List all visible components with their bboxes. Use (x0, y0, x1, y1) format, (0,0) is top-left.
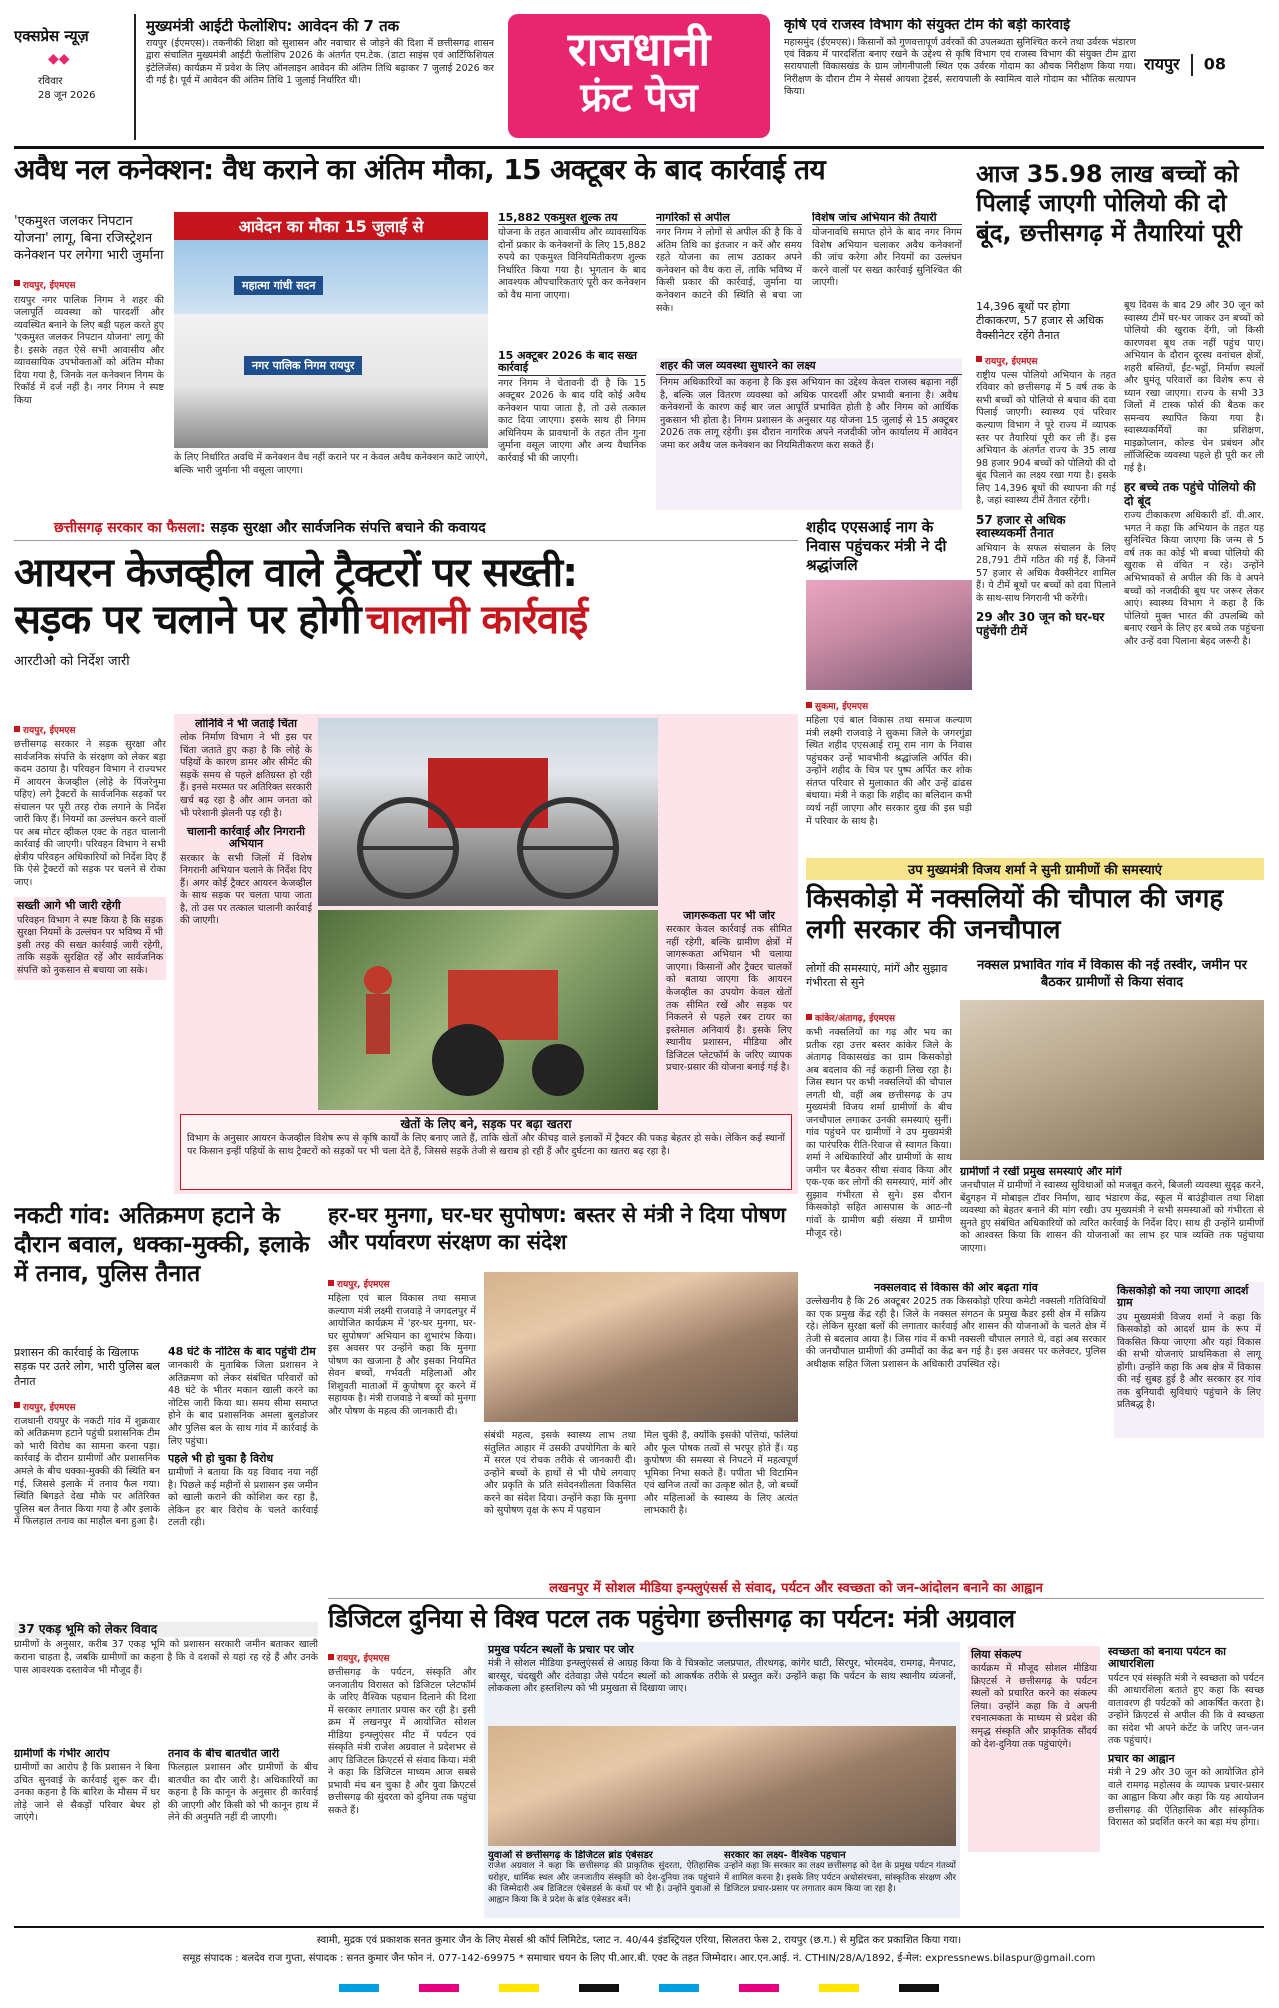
brand-block (14, 14, 136, 140)
lead-box-2-body: नगर निगम ने चेतावनी दी है कि 15 अक्टूबर 2026 के बाद यदि कोई अवैध कनेक्शन पाया जाता है, तो उसे तत्काल काट दिया जाएगा। इसके साथ ही निगम अधिनियम के प्रावधानों के तहत तीन गुना जुर्माना वसूल जाएगा और अन्य वैधानिक कार्रवाई भी की जाएगी। (498, 377, 646, 464)
lead-dateline-text: रायपुर, ईएमएस (23, 280, 76, 291)
naxal-intro-right: नक्सल प्रभावित गांव में विकास की नई तस्वीर, जमीन पर बैठकर ग्रामीणों से किया संवाद (977, 958, 1247, 990)
tourism-left-col (328, 1646, 476, 1918)
issue-day: रविवार (38, 75, 63, 87)
brief-2-title: कृषि एवं राजस्व विभाग की संयुक्त टीम की बड़ी कार्रवाई (784, 18, 1070, 33)
lead-headline: अवैध नल कनेक्शन: वैध कराने का अंतिम मौका, 15 अक्टूबर के बाद कार्रवाई तय (14, 154, 826, 186)
nutrition-headline: हर-घर मुनगा, घर-घर सुपोषण: बस्तर से मंत्री ने दिया पोषण और पर्यावरण संरक्षण का संदेश (328, 1203, 786, 1255)
dateline-marker-icon (806, 1014, 812, 1020)
village-dateline-text: रायपुर, ईएमएस (23, 1402, 76, 1413)
tourism-right-body-2: मंत्री ने 29 और 30 जून को आयोजित होने वाले रामगढ़ महोत्सव के व्यापक प्रचार-प्रसार का आह्वान किया और कहा कि यह आयोजन छत्तीसगढ़ की ऐतिहासिक और सांस्कृतिक विरासत को प्रदर्शित करने का बड़ा मंच होगा। (1108, 1767, 1264, 1829)
section-title-block (508, 14, 770, 138)
village-sub-3-block (168, 1748, 318, 1892)
tribute-dateline-text: सुकमा, ईएमएस (815, 702, 869, 713)
nutrition-col-1 (328, 1272, 476, 1574)
tractor-dateline-text: रायपुर, ईएमएस (23, 726, 76, 736)
tractor-kicker-red: छत्तीसगढ़ सरकार का फैसला: (54, 520, 206, 536)
registration-magenta-mark-2 (739, 1984, 779, 1992)
tractor-cage-wheel-image (318, 718, 658, 906)
tractor-left-col (14, 718, 166, 1194)
lead-box-1-title: 15,882 एकमुश्त शुल्क तय (498, 212, 646, 225)
lead-box-4-body: योजनावधि समाप्त होने के बाद नगर निगम विशेष अभियान चलाकर अवैध कनेक्शनों की जांच करेगा और नियमों का उल्लंघन करने वालों पर सख्त कार्रवाई सुनिश्चित की जाएगी। (812, 227, 962, 289)
tractor-body-1: छत्तीसगढ़ सरकार ने सड़क सुरक्षा और सार्वजनिक संपत्ति के संरक्षण को लेकर बड़ा कदम उठाया है। परिवहन विभाग ने राज्यभर में आयरन केजव्हील (लोहे के पिंजरेनुमा पहिए) लगे ट्रैक्टरों के सार्वजनिक सड़कों पर संचालन पर पूरी तरह रोक लगाने के निर्देश जारी किए हैं। नियमों का उल्लंघन करने वालों पर अब मोटर व्हीकल एक्ट के तहत चालानी कार्रवाई की जाएगी। परिवहन विभाग ने सभी क्षेत्रीय परिवहन अधिकारियों को निर्देश दिए हैं कि ऐसे ट्रैक्टरों को सड़क पर चलने से रोका जाए। (14, 739, 166, 888)
lead-body-1: रायपुर नगर पालिक निगम ने शहर की जलापूर्ति व्यवस्था को पारदर्शी और व्यवस्थित बनाने के लिए बड़ी पहल करते हुए 'एकमुश्त जलकर निपटान योजना' लागू की है। इसके तहत ऐसे सभी आवासीय और व्यावसायिक उपभोक्ताओं को अंतिम मौका दिया गया है, जिनके नल कनेक्शन निगम के रिकॉर्ड में दर्ज नहीं है। नगर निगम ने स्पष्ट किया (14, 294, 164, 406)
nutrition-dateline-text: रायपुर, ईएमएस (337, 1280, 390, 1290)
page-number: 08 (1203, 54, 1227, 74)
tourism-box-title: प्रमुख पर्यटन स्थलों के प्रचार पर जोर (488, 1643, 634, 1656)
tractor-mid-col (180, 718, 312, 1106)
naxal-sub-2: नक्सलवाद से विकास की ओर बढ़ता गांव (874, 1282, 1038, 1294)
naxal-side-title: किसकोड़ो को नया जाएगा आदर्श ग्राम (1117, 1284, 1249, 1310)
tractor-headline-2b: चालानी कार्रवाई (365, 596, 588, 643)
tractor-bottom-box (180, 1114, 792, 1190)
brand-name: एक्सप्रेस न्यूज़ (14, 27, 89, 45)
issue-date: 28 जून 2026 (38, 89, 96, 101)
tourism-right-title-1: स्वच्छता को बनाया पर्यटन का आधारशिला (1108, 1646, 1226, 1671)
polio-story (976, 160, 1264, 850)
lead-box-1 (498, 212, 646, 332)
tractor-kicker (14, 518, 798, 541)
lead-box-3 (656, 212, 802, 332)
dateline-marker-icon (806, 702, 812, 708)
polio-sub-3: हर बच्चे तक पहुंचे पोलियो की दो बूंद (1124, 480, 1256, 508)
village-body-sub-1: ग्रामीणों के अनुसार, करीब 37 एकड़ भूमि को प्रशासन सरकारी जमीन बताकर खाली कराना चाहता है, जबकि ग्रामीणों का कहना है कि वे दशकों से यहां रह रहे हैं और उनके पास आवश्यक दस्तावेज भी मौजूद हैं। (14, 1639, 318, 1676)
registration-yellow-mark-2 (819, 1984, 859, 1992)
dateline-marker-icon (328, 1654, 334, 1660)
page-folio (1144, 54, 1264, 84)
masthead-rule (14, 146, 1264, 149)
tractor-mid-title-2: चालानी कार्रवाई और निगरानी अभियान (187, 825, 305, 851)
tourism-right-body-1: पर्यटन एवं संस्कृति मंत्री ने स्वच्छता को पर्यटन की आधारशिला बताते हुए कहा कि स्वच्छ वातावरण ही पर्यटकों को आकर्षित करता है। उन्होंने क्रिएटर्स से अपील की कि वे स्वच्छता का संदेश भी अपने कंटेंट के जरिए जन-जन तक पहुंचाएं। (1108, 1672, 1264, 1747)
lead-box-4-title: विशेष जांच अभियान की तैयारी (812, 212, 962, 225)
polio-body-4: राज्य टीकाकरण अधिकारी डॉ. वी.आर. भगत ने कहा कि अभियान के तहत यह सुनिश्चित किया जाएगा कि जन्म से 5 वर्ष तक का कोई भी बच्चा पोलियो की खुराक से वंचित न रहे। उन्होंने अभिभावकों से अपील की कि वे अपने बच्चों को नजदीकी बूथ पर जरूर लेकर आएं। स्वास्थ्य विभाग ने कहा है कि पोलियो मुक्त भारत की उपलब्धि को बनाए रखने के लिए हर बच्चे तक पहुंचना और उन्हें दवा पिलाना बेहद जरूरी है। (1124, 510, 1264, 647)
village-sub-2-block (14, 1748, 160, 1892)
naxal-dateline-text: कांकेर/अंतागढ़, ईएमएस (815, 1014, 895, 1024)
brief-1-title: मुख्यमंत्री आईटी फेलोशिप: आवेदन की 7 तक (146, 18, 400, 35)
village-body-sub-2: ग्रामीणों का आरोप है कि प्रशासन ने बिना उचित सुनवाई के कार्रवाई शुरू कर दी। उनका कहना है कि बारिश के मौसम में घर तोड़े जाने से सैकड़ों परिवार बेघर हो जाएंगे। (14, 1762, 160, 1824)
village-sub-1-block (14, 1622, 318, 1742)
tourism-right-title-2: प्रचार का आह्वान (1108, 1751, 1175, 1765)
naxal-body-2: जनचौपाल में ग्रामीणों ने स्वास्थ्य सुविधाओं को मजबूत करने, बिजली व्यवस्था सुदृढ़ करने, बेंदुगहन में मोबाइल टॉवर निर्माण, खाद भंडारण केंद्र, स्कूल में बाउंड्रीवाल तथा शिक्षा व्यवस्था को बेहतर बनाने की मांग रखी। उप मुख्यमंत्री ने सभी समस्याओं को गंभीरता से सुनते हुए संबंधित अधिकारियों को त्वरित कार्रवाई के निर्देश दिए। साथ ही उन्होंने ग्रामीणों को आश्वस्त किया कि शासन की योजनाओं का लाभ हर पात्र व्यक्ति तक पहुंचाया जाएगा। (960, 1180, 1264, 1254)
imprint-line-1: स्वामी, मुद्रक एवं प्रकाशक सनत कुमार जैन के लिए मेसर्स श्री कॉर्प लिमिटेड, प्लाट न. 40/44 इंडस्ट्रियल एरिया, सिलतरा फेस 2, रायपुर (छ.ग.) से मुद्रित कर प्रकाशित किया गया। (316, 1935, 962, 1946)
naxal-sub-1: ग्रामीणों ने रखीं प्रमुख समस्याएं और मांगें (960, 1166, 1122, 1178)
tractor-story (14, 518, 798, 1194)
tractor-dateline (14, 718, 166, 737)
imprint-line-2: समूह संपादक : बलदेव राज गुप्ता, संपादक : सनत कुमार जैन फोन नं. 077-142-69975 * समाचार चयन के लिए पी.आर.बी. एक्ट के तहत जिम्मेदार। आर.एन.आई. नं. CTHIN/28/A/1892, ई-मेल: expressnews.bilaspur@gmail.com (182, 1953, 1096, 1964)
section-title-line1: राजधानी (567, 22, 711, 76)
naxal-dateline (806, 1006, 952, 1025)
lead-photo-banner: आवेदन का मौका 15 जुलाई से (174, 212, 488, 240)
tractor-right-body: सरकार केवल कार्रवाई तक सीमित नहीं रहेगी, बल्कि ग्रामीण क्षेत्रों में जागरूकता अभियान भी चलाया जाएगा। किसानों और ट्रैक्टर चालकों को बताया जाएगा कि आयरन केजव्हील का उपयोग केवल खेतों तक सीमित रखें और सड़क पर निकलने से पहले रबर टायर का इस्तेमाल अनिवार्य है। इसके लिए स्थानीय प्रशासन, मीडिया और डिजिटल प्लेटफॉर्म के जरिए व्यापक प्रचार-प्रसार की योजना बनाई गई है। (666, 924, 792, 1074)
naxal-bottom-block (806, 1282, 1106, 1438)
naxal-body-3: उल्लेखनीय है कि 26 अक्टूबर 2025 तक किसकोड़ो एरिया कमेटी नक्सली गतिविधियों का एक प्रमुख केंद्र रही है। जिले के नक्सल संगठन के प्रमुख कैडर इसी क्षेत्र में सक्रिय रहे। लेकिन सुरक्षा बलों की लगातार कार्रवाई और शासन की योजनाओं के चलते क्षेत्र में तेजी से बदलाव आया है। जिस गांव में कभी नक्सली चौपाल लगाते थे, वहां अब सरकार की जनचौपाल ग्रामीणों की उम्मीदों का केंद्र बन गई है। इस अवसर पर कलेक्टर, पुलिस अधीक्षक सहित जिला प्रशासन के अधिकारी उपस्थित रहे। (806, 1296, 1106, 1370)
dateline-marker-icon (976, 356, 982, 362)
tourism-bottom-body-1: राजेश अग्रवाल ने कहा कि छत्तीसगढ़ की प्राकृतिक सुंदरता, ऐतिहासिक धरोहर, धार्मिक स्थल और जनजातीय संस्कृति को देश-दुनिया तक पहुंचाने की जिम्मेदारी अब डिजिटल एंबेसडर्स के कंधों पर भी है। उन्होंने युवाओं से आह्वान किया कि वे प्रदेश के ब्रांड एंबेसडर बनें। (488, 1861, 720, 1906)
nutrition-body-3: मिल चुकी है, क्योंकि इसकी पत्तियां, फलियां और फूल पोषक तत्वों से भरपूर होते हैं। यह कुपोषण की समस्या से निपटने में महत्वपूर्ण भूमिका निभा सकते हैं। पपीता भी विटामिन एवं खनिज तत्वों का उत्कृष्ट स्रोत है, जो बच्चों और महिलाओं के स्वास्थ्य के लिए अत्यंत लाभकारी है। (644, 1430, 798, 1517)
tourism-kicker: लखनपुर में सोशल मीडिया इन्फ्लुएंसर्स से संवाद, पर्यटन और स्वच्छता को जन-आंदोलन बनाने का आह्वान (328, 1578, 1264, 1599)
lead-box-3-title: नागरिकों से अपील (656, 212, 802, 225)
polio-body-1: राष्ट्रीय पल्स पोलियो अभियान के तहत रविवार को छत्तीसगढ़ में 5 वर्ष तक के सभी बच्चों को पोलियो से बचाव की दवा पिलाई जाएगी। स्वास्थ्य एवं परिवार कल्याण विभाग ने पूरे राज्य में व्यापक स्तर पर तैयारियां पूरी कर ली हैं। इस अभियान के अंतर्गत राज्य के 35 लाख 98 हजार 904 बच्चों को पोलियो की दो बूंद पिलाने का लक्ष्य रखा गया है। इसके लिए 14,396 बूथों की स्थापना की गई है, जहां स्वास्थ्य टीमें तैनात रहेंगी। (976, 369, 1116, 507)
polio-col-1 (976, 300, 1116, 850)
polio-dateline (976, 349, 1116, 368)
tourism-side-title-1: लिया संकल्प (971, 1648, 1022, 1661)
village-dateline (14, 1395, 160, 1414)
naxal-body-1: कभी नक्सलियों का गढ़ और भय का प्रतीक रहा उत्तर बस्तर कांकेर जिले के अंतागढ़ विकासखंड का ग्राम किसकोड़ो अब बदलाव की नई कहानी लिख रहा है। जिस स्थान पर कभी नक्सलियों की चौपाल लगती थी, वहीं अब छत्तीसगढ़ के उप मुख्यमंत्री विजय शर्मा ग्रामीणों के बीच जनचौपाल लगाकर उनकी समस्याएं सुनीं। गांव पहुंचने पर ग्रामीणों ने उप मुख्यमंत्री का पारंपरिक रीति-रिवाज से स्वागत किया। शर्मा ने अधिकारियों और ग्रामीणों के साथ जमीन पर बैठकर सीधा संवाद किया और एक-एक कर लोगों की समस्याएं, मांगें और सुझाव गंभीरता से सुने। इस दौरान किसकोड़ो सहित आसपास के आठ-नौ गांवों के ग्रामीण बड़ी संख्या में ग्रामीण मौजूद रहे। (806, 1027, 952, 1239)
tractor-body-sub1: परिवहन विभाग ने स्पष्ट किया है कि सड़क सुरक्षा नियमों के उल्लंघन पर भविष्य में भी इसी तरह की सख्त कार्रवाई जारी रहेगी, ताकि सड़कें सुरक्षित रहें और सार्वजनिक संपत्ति को नुकसान से बचाया जा सके। (17, 914, 163, 976)
village-sub-2: ग्रामीणों के गंभीर आरोप (14, 1748, 110, 1760)
tourism-story (328, 1578, 1264, 1918)
village-body-sub-3: फिलहाल प्रशासन और ग्रामीणों के बीच बातचीत का दौर जारी है। अधिकारियों का कहना है कि कानून के अनुसार ही कार्रवाई की जाएगी और किसी को भी कानून हाथ में लेने की अनुमति नहीं दी जाएगी। (168, 1762, 318, 1824)
color-registration-strip (14, 1984, 1264, 1996)
brief-2-body: महासमुंद (ईएमएस)। किसानों को गुणवत्तापूर्ण उर्वरकों की उपलब्धता सुनिश्चित करने तथा उर्वरक भंडारण एवं विक्रय में पारदर्शिता बनाए रखने के उद्देश्य से कृषि विभाग एवं राजस्व विभाग की संयुक्त टीम द्वारा सरायपाली विकासखंड के ग्राम जोगनीपाली स्थित एक उर्वरक गोदाम का औचक निरीक्षण किया गया। निरीक्षण के दौरान टीम ने मेसर्स आयशा ट्रेडर्स, सरायपाली के स्वामित्व वाले गोदाम का भौतिक सत्यापन किया। (784, 36, 1136, 98)
tourism-body-1: छत्तीसगढ़ के पर्यटन, संस्कृति और जनजातीय विरासत को डिजिटल प्लेटफॉर्म के जरिए वैश्विक पहचान दिलाने की दिशा में सरकार लगातार प्रयास कर रही है। इसी क्रम में लखनपुर में आयोजित सोशल मीडिया इन्फ्लुएंसर मीट में पर्यटन एवं संस्कृति मंत्री राजेश अग्रवाल ने प्रदेशभर से आए डिजिटल क्रिएटर्स से संवाद किया। मंत्री ने कहा कि डिजिटल माध्यम आज सबसे प्रभावी मंच बन चुका है और युवा क्रिएटर्स छत्तीसगढ़ की सुंदरता को दुनिया तक पहुंचा सकते हैं। (328, 1667, 476, 1816)
tourism-dateline-text: रायपुर, ईएमएस (337, 1654, 390, 1664)
tractor-bottom-title: खेतों के लिए बने, सड़क पर बढ़ा खतरा (400, 1117, 572, 1131)
tourism-box-body: मंत्री ने सोशल मीडिया इन्फ्लुएंसर्स से आग्रह किया कि वे चित्रकोट जलप्रपात, तीरथगढ़, कांगेर घाटी, सिरपुर, भोरमदेव, रामगढ़, मैनपाट, बारसूर, चंदखुरी और दंतेवाड़ा जैसे पर्यटन स्थलों को आकर्षक तरीके से प्रस्तुत करें। उन्होंने कहा कि पर्यटन के साथ स्थानीय व्यंजनों, लोककला और हस्तशिल्प को भी प्रमुखता से दिखाया जाए। (488, 1658, 956, 1695)
tractor-right-title: जागरूकता पर भी जोर (683, 910, 775, 922)
lead-left-col (14, 214, 164, 510)
registration-yellow-mark (499, 1984, 539, 1992)
building-sign-1: महात्मा गांधी सदन (234, 276, 323, 295)
nutrition-body-2: संबंधी महत्व, इसके स्वास्थ्य लाभ तथा संतुलित आहार में उसकी उपयोगिता के बारे में सरल एवं रोचक तरीके से जानकारी दी। उन्होंने बच्चों के हाथों से भी पौधे लगवाए और प्रकृति के प्रति संवेदनशीलता विकसित करने का संदेश दिया। उन्होंने कहा कि मुनगा को सुपोषण वृक्ष के रूप में पहचान (484, 1430, 636, 1517)
polio-headline: आज 35.98 लाख बच्चों को पिलाई जाएगी पोलियो की दो बूंद, छत्तीसगढ़ में तैयारियां पूरी (976, 160, 1242, 247)
folio-divider (1191, 54, 1193, 76)
red-tractor-drawing (318, 910, 658, 1110)
naxal-headline: किसकोड़ो में नक्सलियों की चौपाल की जगह लगी सरकार की जनचौपाल (806, 884, 1224, 946)
building-sign-2: नगर पालिक निगम रायपुर (244, 356, 362, 375)
lead-dateline (14, 273, 164, 292)
brief-1-body: रायपुर (ईएमएस)। तकनीकी शिक्षा को सुशासन और नवाचार से जोड़ने की दिशा में छत्तीसगढ़ शासन द्वारा संचालित मुख्यमंत्री आईटी फेलोशिप 2026 के अंतर्गत एम.टेक. (डाटा साइंस एवं आर्टिफिशियल इंटेलिजेंस) कार्यक्रम में प्रवेश के लिए ऑनलाइन आवेदन की अंतिम तिथि बढ़ाकर 7 जुलाई 2026 कर दी गई है। पूर्व में आवेदन की अंतिम तिथि 1 जुलाई निर्धारित थी। (146, 37, 494, 87)
masthead-brief-1 (146, 18, 494, 136)
city-name: रायपुर (1144, 54, 1180, 74)
tribute-dateline (806, 694, 972, 713)
tourism-bottom-title-1: युवाओं से छत्तीसगढ़ के डिजिटल ब्रांड एंबेसडर (488, 1850, 653, 1861)
tractor-sub-box (14, 897, 166, 980)
lead-box-5-title: शहर की जल व्यवस्था सुधारने का लक्ष्य (656, 358, 962, 375)
tractor-bottom-body: विभाग के अनुसार आयरन केजव्हील विशेष रूप से कृषि कार्यों के लिए बनाए जाते हैं, ताकि खेतों और कीचड़ वाले इलाकों में ट्रैक्टर की पकड़ बेहतर हो सके। लेकिन कई स्थानों पर किसान इन्हीं पहियों के साथ ट्रैक्टरों को सड़कों पर भी चला देते हैं, जिससे सड़कें तेजी से खराब हो रही हैं और दुर्घटना का खतरा बढ़ रहा है। (187, 1133, 785, 1157)
village-sub-3: तनाव के बीच बातचीत जारी (168, 1748, 280, 1760)
tourism-dateline (328, 1646, 476, 1665)
village-col-title-2: पहले भी हो चुका है विरोध (168, 1452, 274, 1466)
dateline-marker-icon (14, 1402, 20, 1408)
tractor-drawing (318, 718, 658, 906)
tribute-story (806, 518, 972, 850)
registration-black-mark (579, 1984, 619, 1992)
polio-body-3: बूथ दिवस के बाद 29 और 30 जून को स्वास्थ्य टीमें घर-घर जाकर उन बच्चों को पोलियो की खुराक देंगी, जो किसी कारणवश बूथ तक नहीं पहुंच पाए। अभियान के दौरान दूरस्थ वनांचल क्षेत्रों, शहरी बस्तियों, ईंट-भट्ठों, निर्माण स्थलों और घुमंतू परिवारों का विशेष रूप से ध्यान रखा जाएगा। राज्य के सभी 33 जिलों में टास्क फोर्स की बैठक कर समन्वय स्थापित किया गया है। स्वास्थ्यकर्मियों का प्रशिक्षण, माइक्रोप्लान, कोल्ड चेन प्रबंधन और लॉजिस्टिक व्यवस्था पहले ही पूरी कर ली गई है। (1124, 300, 1264, 474)
tractor-sub-1: सख्ती आगे भी जारी रहेगी (17, 899, 121, 913)
lead-box-3-body: नगर निगम ने लोगों से अपील की है कि वे अंतिम तिथि का इंतजार न करें और समय रहते योजना का लाभ उठाकर अपने कनेक्शन को वैध करा लें, ताकि भविष्य में किसी प्रकार की कार्रवाई, जुर्माना या कनेक्शन काटने की स्थिति से बचा जा सके। (656, 227, 802, 314)
tractor-pink-panel (174, 714, 798, 1194)
tractor-mid-title-1: लोनिवि ने भी जताई चिंता (195, 718, 297, 730)
nutrition-story (328, 1202, 798, 1574)
tribute-headline: शहीद एएसआई नाग के निवास पहुंचकर मंत्री ने दी श्रद्धांजलि (806, 518, 947, 574)
registration-black-mark-2 (899, 1984, 939, 1992)
lead-photo (174, 212, 488, 508)
tractor-mid-body-2: सरकार के सभी जिलों में विशेष निगरानी अभियान चलाने के निर्देश दिए हैं। अगर कोई ट्रैक्टर आयरन केजव्हील के साथ सड़क पर चलता पाया जाता है, तो उस पर तत्काल चालानी कार्रवाई की जाएगी। (180, 852, 312, 927)
naxal-jan-chaupal-image (960, 1000, 1264, 1160)
polio-body-2: अभियान के सफल संचालन के लिए 28,791 टीमें गठित की गई हैं, जिनमें 57 हजार से अधिक वैक्सीनेटर शामिल हैं। ये टीमें बूथों पर बच्चों को दवा पिलाने के साथ-साथ निगरानी भी करेंगी। (976, 542, 1116, 604)
registration-cyan-mark-2 (659, 1984, 699, 1992)
naxal-mid-block (960, 1166, 1264, 1278)
lead-box-1-body: योजना के तहत आवासीय और व्यावसायिक दोनों प्रकार के कनेक्शनों के लिए 15,882 रुपये का एकमुश्त विनियमितीकरण शुल्क निर्धारित किया गया है। भुगतान के बाद आवश्यक औपचारिकताएं पूरी कर कनेक्शन को वैध माना जाएगा। (498, 227, 646, 301)
dateline-marker-icon (328, 1280, 334, 1286)
tourism-side-body-1: कार्यक्रम में मौजूद सोशल मीडिया क्रिएटर्स ने छत्तीसगढ़ के पर्यटन स्थलों को प्रचारित करने का संकल्प लिया। उन्होंने कहा कि वे अपनी रचनात्मकता के माध्यम से प्रदेश की समृद्ध संस्कृति और प्राकृतिक सौंदर्य को देश-दुनिया तक पहुंचाएंगे। (971, 1663, 1097, 1750)
nutrition-dateline (328, 1272, 476, 1291)
naxal-story (806, 858, 1264, 1438)
lead-intro: 'एकमुश्त जलकर निपटान योजना' लागू, बिना रजिस्ट्रेशन कनेक्शन पर लगेगा भारी जुर्माना (14, 214, 164, 263)
village-body-1: राजधानी रायपुर के नकटी गांव में शुक्रवार को अतिक्रमण हटाने पहुंची प्रशासनिक टीम को भारी विरोध का सामना करना पड़ा। कार्रवाई के दौरान ग्रामीणों और प्रशासनिक अमले के बीच धक्का-मुक्की की स्थिति बन गई, जिससे इलाके में तनाव फैल गया। स्थिति बिगड़ते देख मौके पर अतिरिक्त पुलिस बल तैनात किया गया है और इलाके में फिलहाल तनाव का माहौल बना हुआ है। (14, 1415, 160, 1528)
naxal-intro-left: लोगों की समस्याएं, मांगें और सुझाव गंभीरता से सुने (806, 962, 948, 990)
tractor-intro: आरटीओ को निर्देश जारी (14, 653, 130, 669)
village-col-body-2: ग्रामीणों ने बताया कि यह विवाद नया नहीं है। पिछले कई महीनों से प्रशासन इस जमीन को खाली कराने की कोशिश कर रहा है, लेकिन हर बार विरोध के चलते कार्रवाई टलती रही। (168, 1467, 318, 1529)
nutrition-event-image (484, 1272, 798, 1422)
tourism-bottom-body-2: उन्होंने कहा कि सरकार का लक्ष्य छत्तीसगढ़ को देश के प्रमुख पर्यटन गंतव्यों में शामिल करना है। इसके लिए पर्यटन अधोसंरचना, सांस्कृतिक संरक्षण और डिजिटल प्रचार-प्रसार पर लगातार काम किया जा रहा है। (724, 1861, 956, 1894)
tractor-mid-body-1: लोक निर्माण विभाग ने भी इस पर चिंता जताते हुए कहा है कि लोहे के पहियों के कारण डामर और सीमेंट की सड़कें समय से पहले क्षतिग्रस्त हो रही हैं। इनसे मरम्मत पर अतिरिक्त सरकारी खर्च बढ़ रहा है और आम जनता को भी परेशानी झेलनी पड़ रही है। (180, 732, 312, 819)
polio-col-2 (1124, 300, 1264, 850)
naxal-side-box (1114, 1282, 1264, 1438)
dateline-marker-icon (14, 280, 20, 286)
nutrition-body-1: महिला एवं बाल विकास तथा समाज कल्याण मंत्री लक्ष्मी राजवाड़े ने जगदलपुर में आयोजित कार्यक्रम में 'हर-घर मुनगा, घर-घर सुपोषण' अभियान का शुभारंभ किया। इस अवसर पर उन्होंने कहा कि मुनगा पोषण का खजाना है और इसका नियमित सेवन बच्चों, गर्भवती महिलाओं और शिशुवती माताओं में कुपोषण दूर करने में सहायक है। मंत्री राजवाड़े ने बच्चों को मुनगा और पोषण के महत्व की जानकारी दी। (328, 1293, 476, 1417)
tourism-right-col (1108, 1646, 1264, 1918)
naktī-village-story (14, 1202, 318, 1892)
tractor-kicker-rest: सड़क सुरक्षा और सार्वजनिक संपत्ति बचाने की कवायद (210, 520, 486, 536)
lead-photo-caption: के लिए निर्धारित अवधि में कनेक्शन वैध नहीं कराने पर न केवल अवैध कनेक्शन काटे जाएंगे, बल्कि भारी जुर्माना भी वसूला जाएगा। (174, 452, 488, 476)
tourism-bottom-title-2: सरकार का लक्ष्य- वैश्विक पहचान (724, 1850, 846, 1861)
village-right-col (168, 1346, 318, 1616)
polio-dateline-text: रायपुर, ईएमएस (985, 356, 1038, 367)
masthead-brief-2 (784, 18, 1136, 136)
tribute-image (806, 580, 972, 690)
lead-box-4 (812, 212, 962, 332)
tractor-right-col (666, 910, 792, 1110)
village-intro: प्रशासन की कार्रवाई के खिलाफ सड़क पर उतरे लोग, भारी पुलिस बल तैनात (14, 1346, 160, 1388)
registration-cyan-mark (339, 1984, 379, 1992)
polio-intro: 14,396 बूथों पर होगा टीकाकरण, 57 हजार से अधिक वैक्सीनेटर रहेंगे तैनात (976, 300, 1104, 342)
tractor-headline-1: आयरन केजव्हील वाले ट्रैक्टरों पर सख्ती: (14, 550, 578, 596)
municipal-building-image (174, 240, 488, 448)
polio-sub-2: 29 और 30 जून को घर-घर पहुंचेंगी टीमें (976, 610, 1105, 638)
naxal-left-col (806, 1006, 952, 1276)
village-sub-1: 37 एकड़ भूमि को लेकर विवाद (14, 1622, 318, 1637)
registration-marks (14, 1984, 1264, 1992)
tourism-headline: डिजिटल दुनिया से विश्व पटल तक पहुंचेगा छत्तीसगढ़ का पर्यटन: मंत्री अग्रवाल (328, 1604, 1015, 1633)
influencers-group-image (488, 1726, 956, 1846)
dateline-marker-icon (14, 726, 20, 732)
brand-mark-icon: ◆◆ (48, 50, 70, 67)
tractor-headline-2a: सड़क पर चलाने पर होगी (14, 596, 361, 643)
lead-box-5 (656, 358, 962, 510)
village-col-title-1: 48 घंटे के नोटिस के बाद पहुंची टीम (168, 1346, 316, 1358)
tourism-centre-panel (484, 1642, 960, 1918)
registration-magenta-mark (419, 1984, 459, 1992)
tourism-bottom-2 (724, 1850, 956, 1918)
section-title-line2: फ्रंट पेज (580, 74, 698, 121)
lead-box-5-body: निगम अधिकारियों का कहना है कि इस अभियान का उद्देश्य केवल राजस्व बढ़ाना नहीं है, बल्कि जल वितरण व्यवस्था को अधिक पारदर्शी और प्रभावी बनाना है। अवैध कनेक्शनों के कारण कई बार जल आपूर्ति प्रभावित होती है और निगम को आर्थिक नुकसान भी होता है। निगम प्रशासन के अनुसार यह योजना 15 जुलाई से 15 अक्टूबर 2026 तक लागू रहेगी। इस दौरान नागरिक अपने नजदीकी जोन कार्यालय में आवेदन जमा कर अवैध जल कनेक्शन का नियमितीकरण करा सकते हैं। (660, 377, 958, 451)
tractor-headline-2 (14, 598, 798, 643)
lead-box-2-title: 15 अक्टूबर 2026 के बाद सख्त कार्रवाई (498, 350, 646, 376)
naxal-side-body: उप मुख्यमंत्री विजय शर्मा ने कहा कि किसकोड़ो को आदर्श ग्राम के रूप में विकसित किया जाएगा और यहां विकास की सभी योजनाएं प्राथमिकता से लागू होंगी। उन्होंने कहा कि अब क्षेत्र में विकास की नई सुबह हुई है और सरकार हर गांव तक बुनियादी सुविधाएं पहुंचाने के लिए प्रतिबद्ध है। (1117, 1311, 1261, 1411)
tribute-body: महिला एवं बाल विकास तथा समाज कल्याण मंत्री लक्ष्मी राजवाड़े ने सुकमा जिले के जगरगुंडा स्थित शहीद एएसआई रामू राम नाग के निवास पहुंचकर उन्हें भावभीनी श्रद्धांजलि अर्पित की। उन्होंने शहीद के चित्र पर पुष्प अर्पित कर शोक संतप्त परिवार से मुलाकात की और उन्हें ढांढस बंधाया। मंत्री ने कहा कि शहीद का बलिदान कभी व्यर्थ नहीं जाएगा और सरकार दुख की इस घड़ी में परिवार के साथ है। (806, 715, 972, 827)
tourism-side-col (968, 1646, 1100, 1852)
village-col-body-1: जानकारी के मुताबिक जिला प्रशासन ने अतिक्रमण को लेकर संबंधित परिवारों को 48 घंटे के भीतर मकान खाली करने का नोटिस जारी किया था। समय सीमा समाप्त होने के बाद प्रशासनिक अमला बुलडोजर और पुलिस बल के साथ गांव में कार्रवाई के लिए पहुंचा। (168, 1360, 318, 1447)
masthead (14, 14, 1264, 140)
tourism-bottom-1 (488, 1850, 720, 1918)
tractor-field-image (318, 910, 658, 1110)
village-headline: नकटी गांव: अतिक्रमण हटाने के दौरान बवाल, धक्का-मुक्की, इलाके में तनाव, पुलिस तैनात (14, 1203, 310, 1287)
naxal-kicker: उप मुख्यमंत्री विजय शर्मा ने सुनी ग्रामीणों की समस्याएं (806, 858, 1264, 880)
polio-sub-1: 57 हजार से अधिक स्वास्थ्यकर्मी तैनात (976, 512, 1066, 541)
lead-story (14, 154, 964, 510)
imprint-footer (14, 1932, 1264, 1976)
lead-box-2 (498, 350, 646, 510)
village-left-col (14, 1346, 160, 1616)
footer-rule (14, 1926, 1264, 1928)
